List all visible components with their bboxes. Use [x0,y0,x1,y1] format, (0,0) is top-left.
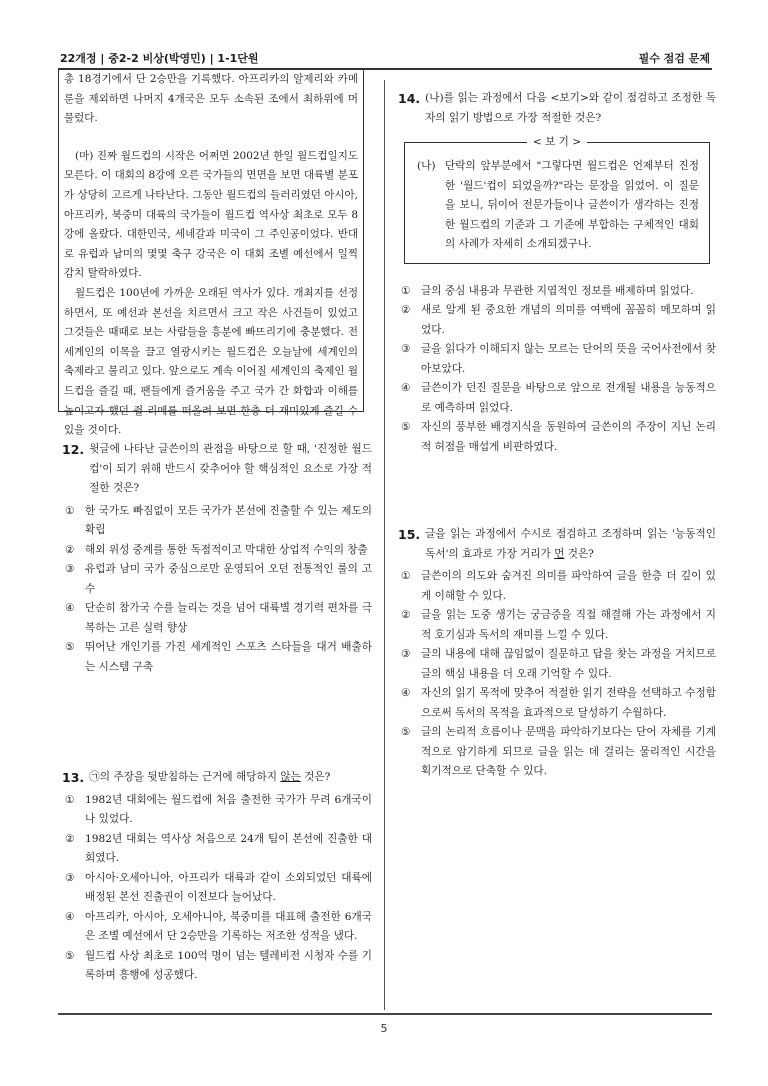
option-text: 자신의 읽기 목적에 맞추어 적절한 읽기 전략을 선택하고 수정함으로써 독서의 목적을 효과적으로 달성하기 수월하다. [421,687,716,719]
question-stem: 윗글에 나타난 글쓴이의 관점을 바탕으로 할 때, '진정한 월드컵'이 되기 위해 반드시 갖추어야 할 핵심적인 요소로 가장 적절한 것은? [89,443,372,494]
option-text: 해외 위성 중계를 통한 독점적이고 막대한 상업적 수익의 창출 [85,543,368,556]
option-number: ⑤ [401,726,411,738]
option-text: 글쓴이의 의도와 숨겨진 의미를 파악하여 글을 한층 더 깊이 있게 이해할 수 있다. [421,570,716,602]
option-text: 유럽과 남미 국가 중심으로만 운영되어 오던 전통적인 룰의 고수 [85,563,372,595]
option-text: 단순히 참가국 수를 늘리는 것을 넘어 대륙별 경기력 편차를 극복하는 고른 실력 향상 [85,602,372,634]
option-number: ③ [65,871,75,884]
question-number: 15. [398,527,421,542]
option-text: 새로 알게 된 중요한 개념의 의미를 여백에 꼼꼼히 메모하며 읽었다. [421,304,716,336]
question-number: 14. [398,91,421,106]
option-number: ④ [65,602,75,614]
page-number: 5 [380,1022,388,1035]
option-number: ① [65,793,75,806]
option-number: ⑤ [65,949,75,962]
answer-option-2[interactable] [398,606,716,645]
passage-paragraph-2: (마) 진짜 월드컵의 시작은 어쩌면 2002년 한일 월드컵일지도 모른다. 이 대회의 8강에 오른 국가들의 면면을 보면 대륙별 분포가 상당히 고르게 나타난다. 그동안 월드컵의 들러리였던 아시아, 아프리카, 북중미 대륙의 국가들이 월드컵 역사상 최초로 모두 8강에 올랐다. 대한민국, 세네갈과 미국이 그 주인공이었다. 반대로 유럽과 남미의 몇몇 축구 강국은 이 대회 조별 예선에서 일찍감치 탈락하였다. [64,149,358,280]
answer-option-4[interactable] [62,908,372,947]
option-text: 1982년 대회에는 월드컵에 처음 출전한 국가가 무려 6개국이나 있었다. [85,793,372,825]
answer-option-1[interactable] [398,567,716,606]
option-number: ③ [65,563,75,575]
option-text: 글쓴이가 던진 질문을 바탕으로 앞으로 전개될 내용을 능동적으로 예측하며 읽었다. [421,382,716,414]
option-text: 1982년 대회는 역사상 처음으로 24개 팀이 본선에 진출한 대회였다. [85,832,372,864]
option-text: 글의 중심 내용과 무관한 지엽적인 정보를 배제하며 읽었다. [421,284,694,297]
option-text: 아프리카, 아시아, 오세아니아, 북중미를 대표해 출전한 6개국은 조별 예선에서 단 2승만을 기록하는 저조한 성적을 냈다. [85,910,372,942]
option-number: ④ [401,382,411,394]
bogi-text: 단락의 앞부분에서 "그렇다면 월드컵은 언제부터 진정한 '월드'컵이 되었을까?"라는 문장을 읽었어. 이 질문을 보니, 뒤이어 전문가들이나 글쓴이가 생각하는 진정한 월드컵의 기준과 그 기준에 부합하는 구체적인 대회의 사례가 자세히 소개되겠구나. [445,160,699,250]
option-text: 아시아·오세아니아, 아프리카 대륙과 같이 소외되었던 대륙에 배정된 본선 진출권이 이전보다 늘어났다. [85,871,372,903]
option-text: 한 국가도 빠짐없이 모든 국가가 본선에 진출할 수 있는 제도의 확립 [85,504,372,536]
bogi-label: (나) [417,160,436,172]
question-number: 13. [62,770,85,785]
underlined-word: 먼 [554,547,565,560]
answer-option-1[interactable] [62,791,372,830]
answer-option-3[interactable] [62,560,372,599]
question-stem: ㉠의 주장을 뒷받침하는 근거에 해당하지 않는 것은? [89,771,331,783]
option-number: ② [401,609,411,621]
option-text: 글을 읽다가 이해되지 않는 모르는 단어의 뜻을 국어사전에서 찾아보았다. [421,343,716,375]
option-number: ② [65,543,75,556]
option-number: ④ [65,910,75,923]
option-number: ① [65,504,75,517]
answer-option-3[interactable] [398,645,716,684]
answer-option-4[interactable] [62,599,372,638]
question-14 [398,89,716,457]
header-section: 필수 점검 문제 [638,52,710,65]
passage-box [58,70,364,437]
question-number: 12. [62,442,85,457]
answer-option-5[interactable] [62,947,372,986]
passage-paragraph-3: 월드컵은 100년에 가까운 오래된 역사가 있다. 개최지를 선정하면서, 또 예선과 본선을 치르면서 크고 작은 사건들이 있었고 그것들은 때때로 보는 사람들을 흥분에 빠뜨리기에 충분했다. 전 세계인의 이목을 끌고 열광시키는 월드컵은 오늘날에 세계인의 축제라고 불리고 있다. 앞으로도 계속 이어질 세계인의 축제인 월드컵을 즐길 때, 팬들에게 즐거움을 주고 국가 간 화합과 이해를 높이고자 했던 쥘 리메를 떠올려 보면 한층 더 재미있게 즐길 수 있을 것이다. [64,286,358,437]
option-number: ① [401,570,411,582]
option-list [398,282,716,458]
answer-option-5[interactable] [398,723,716,782]
answer-option-3[interactable] [398,340,716,379]
option-text: 뛰어난 개인기를 가진 세계적인 스포츠 스타들을 대거 배출하는 시스템 구축 [85,641,372,673]
option-number: ④ [401,687,411,699]
option-number: ② [401,304,411,316]
answer-option-1[interactable] [62,502,372,541]
underlined-word: 않는 [280,771,301,783]
answer-option-5[interactable] [62,638,372,677]
option-text: 글의 내용에 대해 끊임없이 질문하고 답을 찾는 과정을 거치므로 글의 핵심 내용을 더 오래 기억할 수 있다. [421,648,716,680]
answer-option-2[interactable] [62,830,372,869]
bogi-box [404,136,710,264]
question-13 [62,768,372,986]
question-stem: (나)를 읽는 과정에서 다음 <보기>와 같이 점검하고 조정한 독자의 읽기 방법으로 가장 적절한 것은? [425,92,716,124]
question-12 [62,440,372,677]
option-number: ③ [401,343,411,355]
answer-option-1[interactable] [398,282,716,302]
option-list [62,502,372,678]
option-text: 글의 논리적 흐름이나 문맥을 파악하기보다는 단어 자체를 기계적으로 암기하게 되므로 글을 읽는 데 걸리는 물리적인 시간을 획기적으로 단축할 수 있다. [421,726,716,777]
answer-option-5[interactable] [398,418,716,457]
option-number: ⑤ [401,421,411,433]
option-number: ② [65,832,75,845]
bogi-title: < 보 기 > [405,134,709,150]
answer-option-4[interactable] [398,379,716,418]
question-15 [398,525,716,782]
option-number: ⑤ [65,641,75,653]
option-text: 월드컵 사상 최초로 100억 명이 넘는 텔레비전 시청자 수를 기록하며 흥행에 성공했다. [85,949,372,981]
footer-rule [58,1013,712,1015]
option-list [398,567,716,782]
passage-paragraph-1: 총 18경기에서 단 2승만을 기록했다. 아프리카의 알제리와 카메룬을 제외하면 나머지 4개국은 모두 소속된 조에서 최하위에 머물렀다. [64,73,358,125]
header-title: 22개정 | 중2-2 비상(박영민) | 1-1단원 [60,52,259,65]
option-number: ③ [401,648,411,660]
column-divider [384,80,385,1010]
option-number: ① [401,284,411,297]
answer-option-2[interactable] [62,541,372,561]
answer-option-3[interactable] [62,869,372,908]
answer-option-2[interactable] [398,301,716,340]
option-list [62,791,372,986]
option-text: 자신의 풍부한 배경지식을 동원하여 글쓴이의 주장이 지닌 논리적 허점을 매섭게 비판하였다. [421,421,716,453]
question-stem: 글을 읽는 과정에서 수시로 점검하고 조정하며 읽는 '능동적인 독서'의 효과로 가장 거리가 먼 것은? [425,528,716,560]
option-text: 글을 읽는 도중 생기는 궁금증을 직접 해결해 가는 과정에서 지적 호기심과 독서의 재미를 느낄 수 있다. [421,609,716,641]
answer-option-4[interactable] [398,684,716,723]
